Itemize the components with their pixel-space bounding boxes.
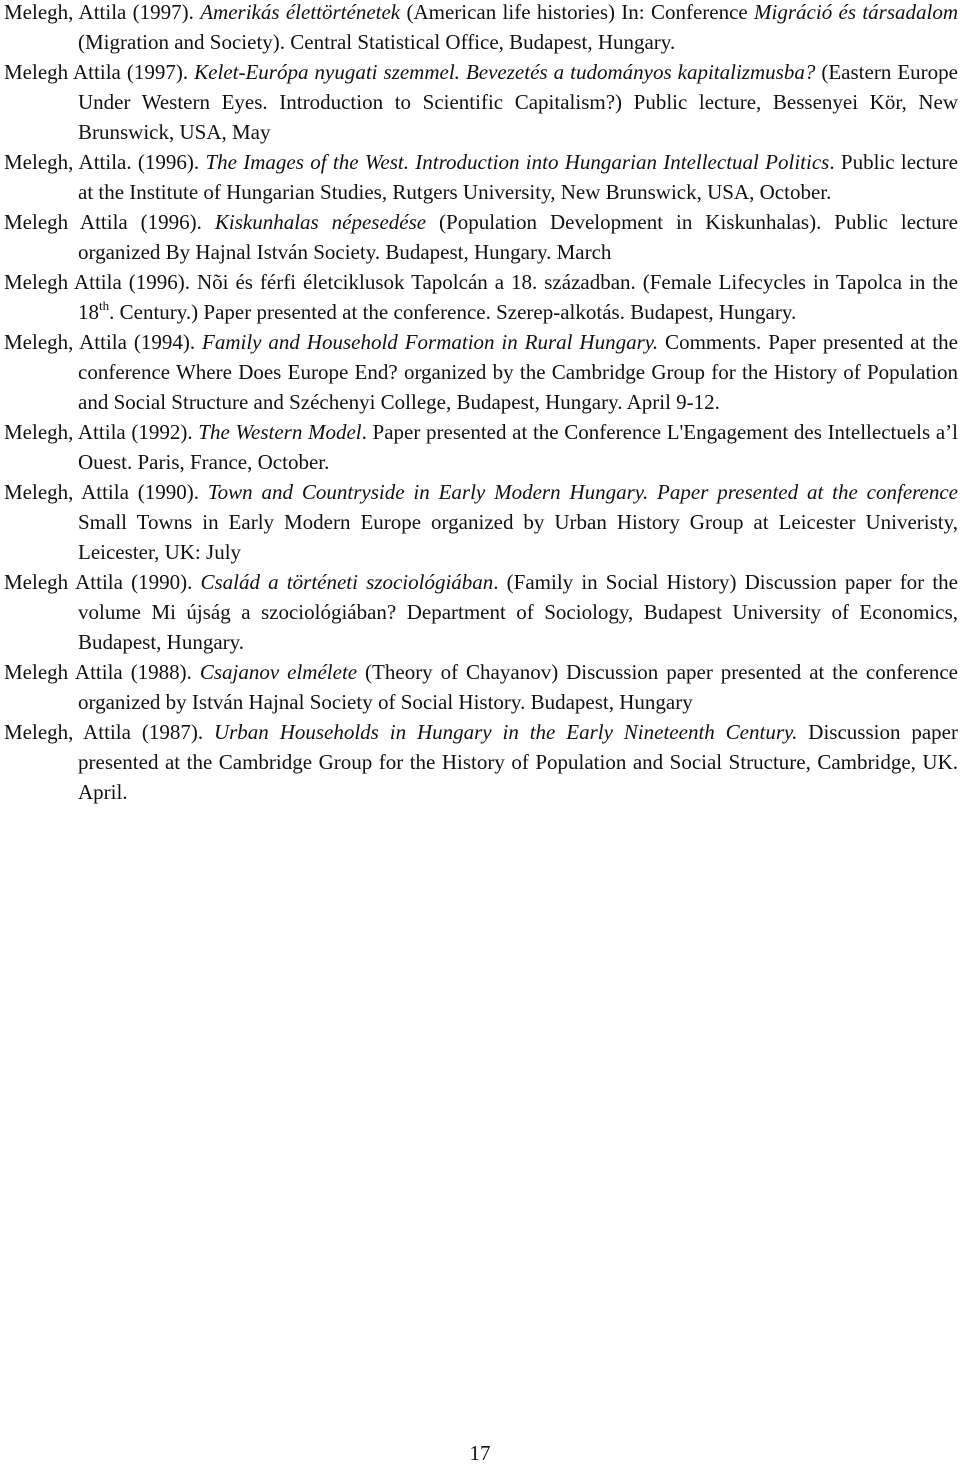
entry-text: Melegh, Attila (1987). [4, 720, 214, 744]
entry-text: Melegh Attila (1996). Nõi és férfi életciklusok Tapolcán a 18. században. (Female Lifecycles in Tapolca in the 18 [4, 270, 958, 324]
bibliography-entry [4, 717, 958, 807]
entry-text: Melegh, Attila (1997). [4, 0, 201, 24]
entry-title: Migráció és társadalom [754, 0, 958, 24]
page-number: 17 [469, 1441, 491, 1465]
entry-text: (Migration and Society). Central Statistical Office, Budapest, Hungary. [78, 30, 676, 54]
entry-text: . Century.) Paper presented at the conference. Szerep-alkotás. Budapest, Hungary. [109, 300, 797, 324]
entry-text: . Paper presented at the Conference L'Engagement des Intellectuels a’l Ouest. Paris, France, October. [78, 420, 958, 474]
entry-title: Csajanov elmélete [199, 660, 358, 684]
bibliography-entry [4, 417, 958, 477]
entry-text: Melegh, Attila. (1996). [4, 150, 206, 174]
entry-title: Kiskunhalas népesedése [214, 210, 427, 234]
entry-text: Melegh Attila (1988). [4, 660, 200, 684]
entry-text: Small Towns in Early Modern Europe organized by Urban History Group at Leicester Univeristy, Leicester, UK: July [78, 510, 958, 564]
bibliography-entry [4, 57, 958, 147]
entry-text: (Theory of Chayanov) Discussion paper presented at the conference organized by István Hajnal Society of Social History. Budapest, Hungary [78, 660, 958, 714]
bibliography-entry [4, 147, 958, 207]
entry-text: (Population Development in Kiskunhalas). Public lecture organized By Hajnal István Society. Budapest, Hungary. March [78, 210, 959, 264]
entry-text: (American life histories) In: Conference [400, 0, 755, 24]
entry-title: The Western Model [198, 420, 362, 444]
entry-text: Melegh, Attila (1990). [4, 480, 208, 504]
entry-text: . Public lecture at the Institute of Hungarian Studies, Rutgers University, New Brunswick, USA, October. [78, 150, 958, 204]
bibliography-entry [4, 267, 958, 327]
bibliography-entry [4, 207, 958, 267]
entry-text: Melegh, Attila (1992). [4, 420, 199, 444]
ordinal-superscript: th [99, 298, 110, 313]
entry-title: Urban Households in Hungary in the Early Nineteenth Century. [213, 720, 798, 744]
entry-text: Melegh Attila (1997). [4, 60, 195, 84]
entry-title: Kelet-Európa nyugati szemmel. Bevezetés a tudományos kapitalizmusba? [194, 60, 816, 84]
entry-text: Melegh, Attila (1994). [4, 330, 203, 354]
entry-text: Melegh Attila (1996). [4, 210, 215, 234]
entry-title: Family and Household Formation in Rural Hungary. [202, 330, 659, 354]
entry-text: Comments. Paper presented at the conference Where Does Europe End? organized by the Cambridge Group for the History of Population and Social Structure and Széchenyi College, Budapest, Hungary. April 9-12. [78, 330, 958, 414]
entry-text: . (Family in Social History) Discussion paper for the volume Mi újság a szociológiában? Department of Sociology, Budapest University of Economics, Budapest, Hungary. [78, 570, 958, 654]
bibliography-entry [4, 477, 958, 567]
bibliography-list [4, 0, 958, 807]
entry-text: Melegh Attila (1990). [4, 570, 201, 594]
entry-title: Család a történeti szociológiában [200, 570, 494, 594]
entry-title: The Images of the West. Introduction into Hungarian Intellectual Politics [205, 150, 830, 174]
entry-text: Discussion paper presented at the Cambridge Group for the History of Population and Social Structure, Cambridge, UK. April. [78, 720, 958, 804]
bibliography-entry [4, 327, 958, 417]
bibliography-entry [4, 0, 958, 57]
entry-title: Amerikás élettörténetek [200, 0, 401, 24]
entry-text: (Eastern Europe Under Western Eyes. Introduction to Scientific Capitalism?) Public lecture, Bessenyei Kör, New Brunswick, USA, May [78, 60, 958, 144]
bibliography-entry [4, 657, 958, 717]
entry-title: Town and Countryside in Early Modern Hungary. Paper presented at the conference [207, 480, 958, 504]
bibliography-entry [4, 567, 958, 657]
